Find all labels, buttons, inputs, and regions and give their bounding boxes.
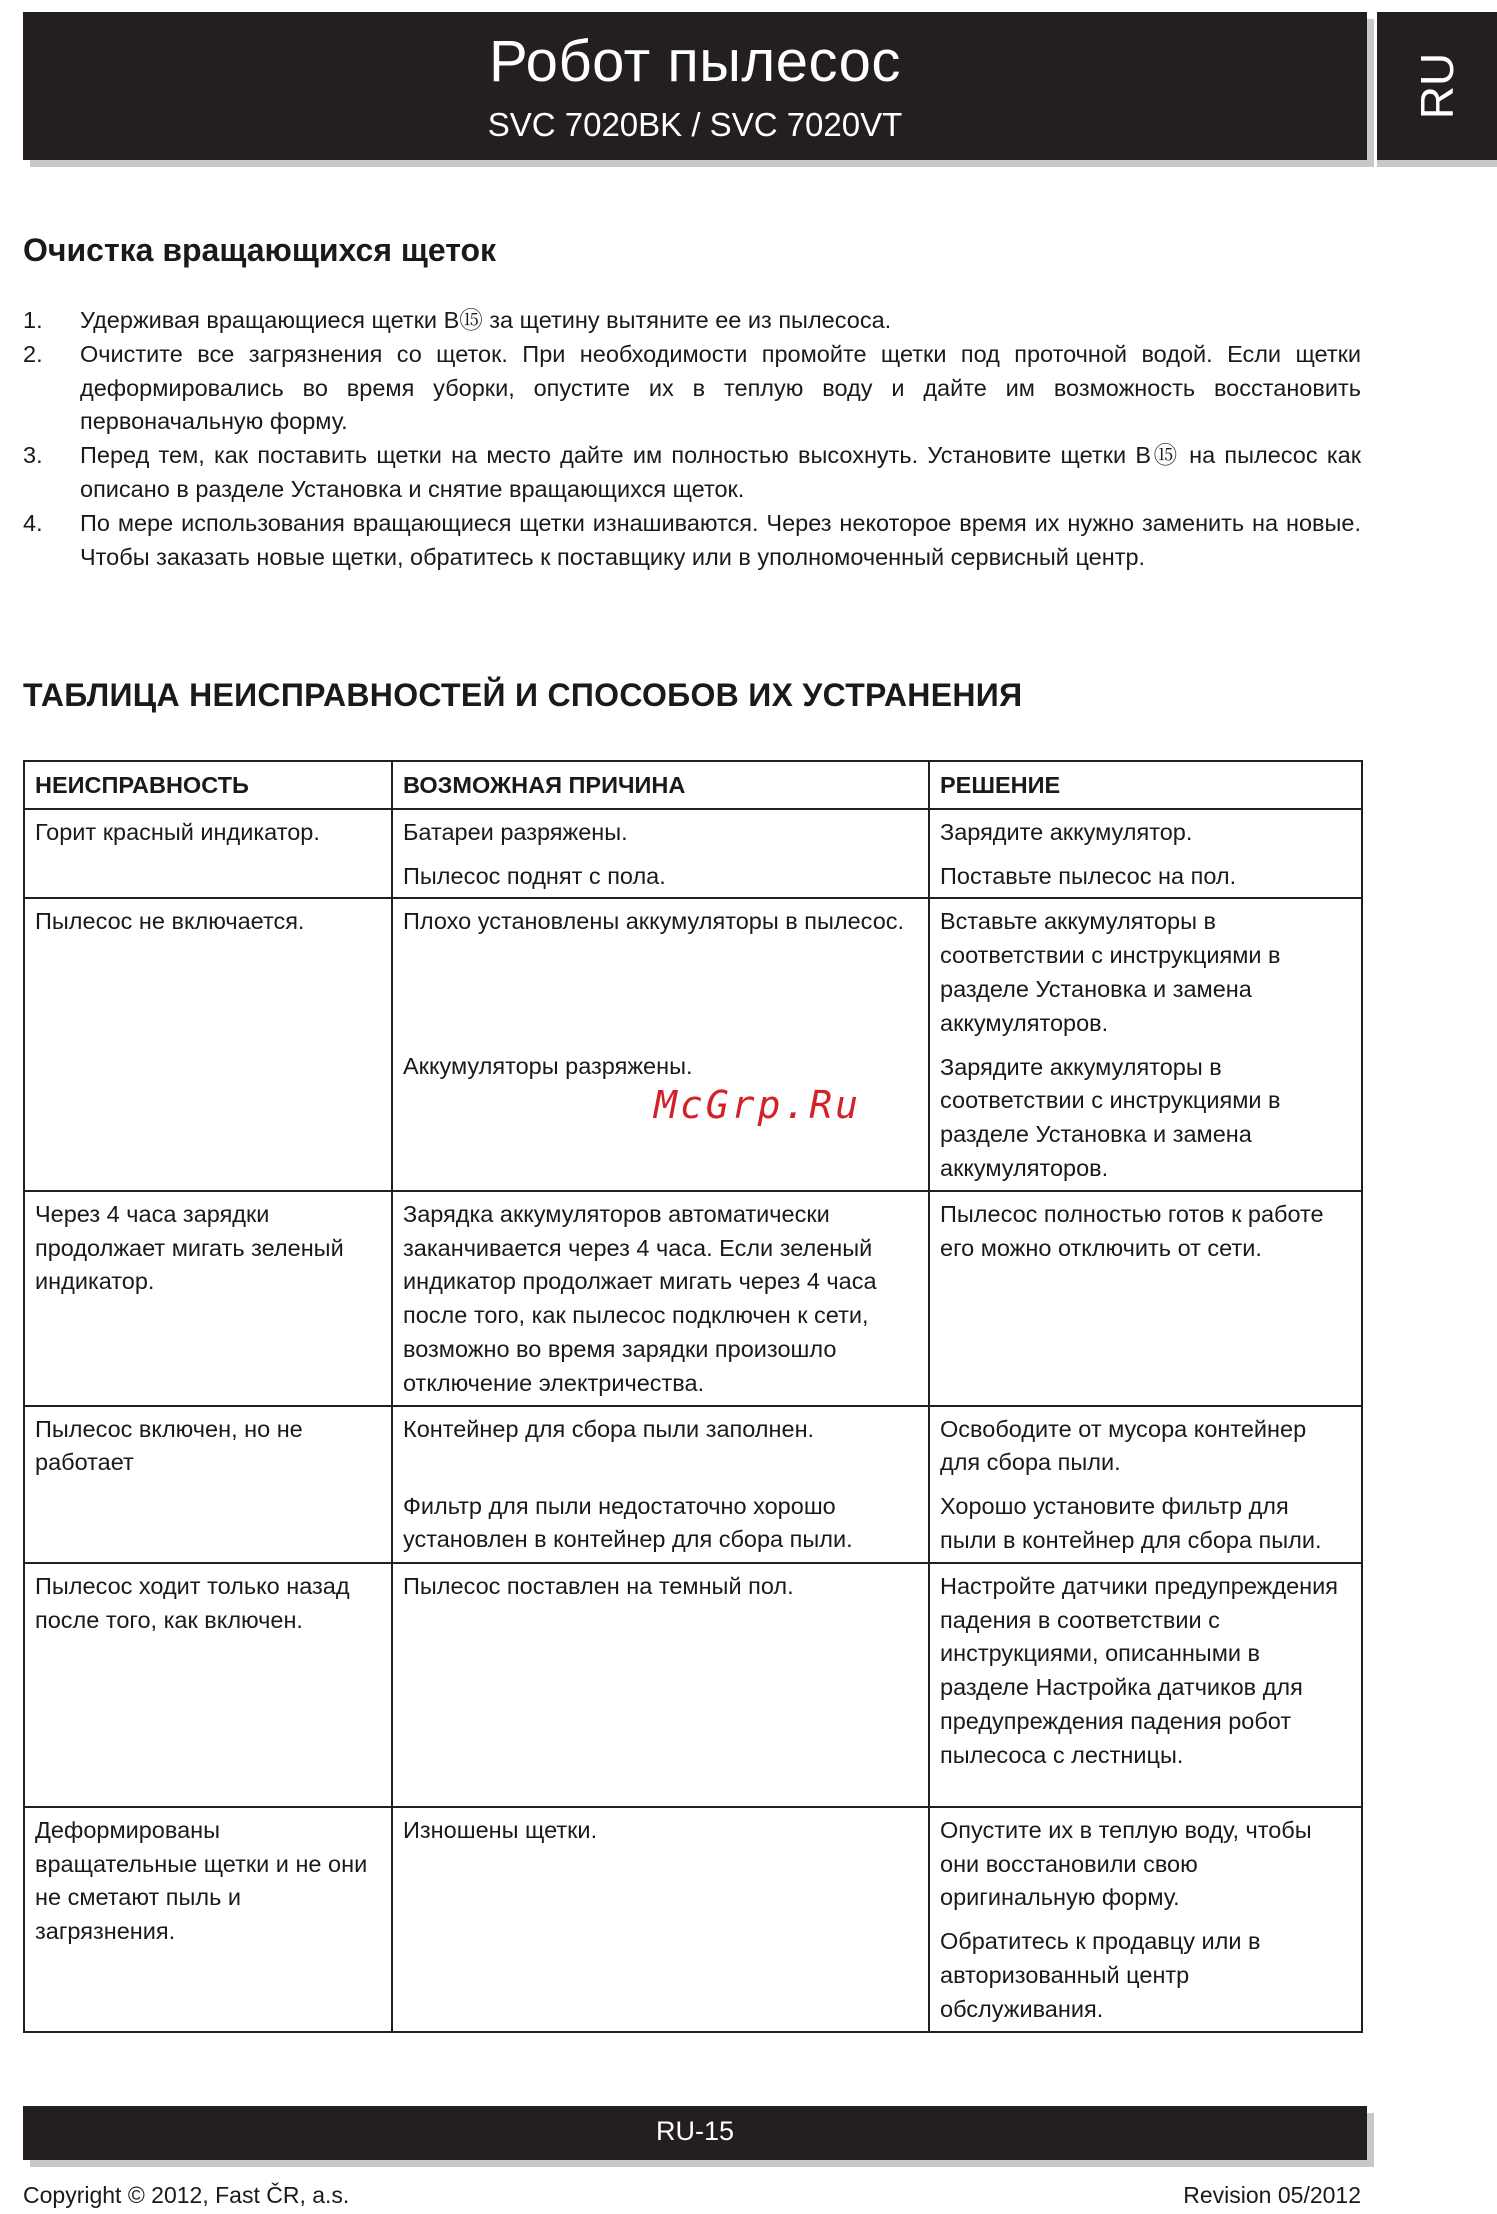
cause-text: Изношены щетки.: [403, 1816, 598, 1843]
cause-text: Плохо установлены аккумуляторы в пылесос.: [403, 908, 905, 935]
language-code: RU: [1411, 52, 1463, 120]
footer-bar: [23, 2106, 1367, 2160]
document-title: Робот пылесос: [489, 29, 901, 94]
table-row: [24, 809, 1362, 899]
solution-text: Пылесос полностью готов к работе его можно отключить от сети.: [940, 1200, 1324, 1261]
cause-text: Аккумуляторы разряжены.: [403, 1053, 693, 1080]
problem-cell: Горит красный индикатор.: [24, 809, 392, 899]
column-header-solution: РЕШЕНИЕ: [929, 761, 1362, 809]
step-text: Перед тем, как поставить щетки на место дайте им полностью высохнуть. Установите щетки B⑮ на пылесос как описано в разделе Установка и снятие вращающихся щеток.: [80, 442, 1361, 502]
solution-cell: [929, 1563, 1362, 1807]
cause-cell: [392, 1563, 929, 1807]
solution-text: Зарядите аккумуляторы в соответствии с инструкциями в разделе Установка и замена аккумуляторов.: [940, 1053, 1281, 1181]
revision-label: Revision 05/2012: [1183, 2182, 1361, 2208]
solution-cell: [929, 1807, 1362, 2032]
cause-cell: [392, 1406, 929, 1563]
cause-text: Контейнер для сбора пыли заполнен.: [403, 1415, 815, 1442]
cause-text: Пылесос поднят с пола.: [403, 862, 666, 889]
header-bar: [23, 12, 1367, 160]
step-text: Удерживая вращающиеся щетки B⑮ за щетину вытяните ее из пылесоса.: [80, 307, 892, 333]
solution-text: Освободите от мусора контейнер для сбора пыли.: [940, 1415, 1307, 1476]
step-text: Очистите все загрязнения со щеток. При необходимости промойте щетки под проточной водой. Если щетки деформировались во время уборки, опустите их в теплую воду и дайте им возможность восстановить первоначальную форму.: [80, 340, 1361, 435]
table-header-row: [24, 761, 1362, 809]
solution-text: Хорошо установите фильтр для пыли в контейнер для сбора пыли.: [940, 1493, 1322, 1553]
problem-cell: Пылесос не включается.: [24, 898, 392, 1190]
solution-text: Обратитесь к продавцу или в авторизованный центр обслуживания.: [940, 1928, 1261, 2022]
problem-cell: Деформированы вращательные щетки и не они не сметают пыль и загрязнения.: [24, 1807, 392, 2032]
cleaning-step: [23, 338, 1361, 439]
table-row: [24, 1563, 1362, 1807]
step-number: 1.: [23, 307, 43, 333]
column-header-problem: НЕИСПРАВНОСТЬ: [24, 761, 392, 809]
solution-text: Зарядите аккумулятор.: [940, 818, 1193, 845]
column-header-cause: ВОЗМОЖНАЯ ПРИЧИНА: [392, 761, 929, 809]
cleaning-steps-list: [23, 304, 1361, 574]
problem-cell: Пылесос ходит только назад после того, как включен.: [24, 1563, 392, 1807]
solution-cell: [929, 898, 1362, 1190]
solution-text: Поставьте пылесос на пол.: [940, 862, 1237, 889]
model-numbers: SVC 7020BK / SVC 7020VT: [487, 106, 903, 143]
table-row: [24, 1807, 1362, 2032]
watermark: McGrp.Ru: [654, 1083, 862, 1127]
language-tab: [1377, 12, 1497, 160]
table-row: [24, 1406, 1362, 1563]
copyright-notice: Copyright © 2012, Fast ČR, a.s.: [23, 2182, 350, 2208]
cause-text: Фильтр для пыли недостаточно хорошо установлен в контейнер для сбора пыли.: [403, 1492, 853, 1553]
problem-cell: Через 4 часа зарядки продолжает мигать зеленый индикатор.: [24, 1191, 392, 1406]
cause-text: Зарядка аккумуляторов автоматически заканчивается через 4 часа. Если зеленый индикатор продолжает мигать через 4 часа после того, как пылесос подключен к сети, возможно во время зарядки произошло отключение электричества.: [403, 1200, 877, 1396]
step-number: 4.: [23, 509, 43, 536]
table-row: [24, 1191, 1362, 1406]
cause-cell: [392, 809, 929, 899]
solution-cell: [929, 1406, 1362, 1563]
cause-cell: [392, 1807, 929, 2032]
troubleshooting-heading: ТАБЛИЦА НЕИСПРАВНОСТЕЙ И СПОСОБОВ ИХ УСТРАНЕНИЯ: [23, 677, 1023, 713]
problem-cell: Пылесос включен, но не работает: [24, 1406, 392, 1563]
table-row: [24, 898, 1362, 1190]
step-number: 3.: [23, 442, 43, 469]
step-number: 2.: [23, 340, 43, 367]
cause-text: Пылесос поставлен на темный пол.: [403, 1572, 794, 1599]
solution-cell: [929, 809, 1362, 899]
page-number: RU-15: [655, 2116, 735, 2146]
solution-cell: [929, 1191, 1362, 1406]
cause-cell: [392, 1191, 929, 1406]
cleaning-step: [23, 507, 1361, 575]
cleaning-step: [23, 304, 1361, 338]
troubleshooting-table: [23, 760, 1363, 2033]
step-text: По мере использования вращающиеся щетки изнашиваются. Через некоторое время их нужно заменить на новые. Чтобы заказать новые щетки, обратитесь к поставщику или в уполномоченный сервисный центр.: [80, 509, 1361, 570]
cleaning-step: [23, 439, 1361, 507]
cleaning-section-heading: Очистка вращающихся щеток: [23, 232, 497, 268]
cause-text: Батареи разряжены.: [403, 818, 628, 845]
solution-text: Вставьте аккумуляторы в соответствии с инструкциями в разделе Установка и замена аккумуляторов.: [940, 908, 1281, 1036]
solution-text: Опустите их в теплую воду, чтобы они восстановили свою оригинальную форму.: [940, 1816, 1312, 1911]
cause-cell: [392, 898, 929, 1190]
solution-text: Настройте датчики предупреждения падения в соответствии с инструкциями, описанными в разделе Настройка датчиков для предупреждения падения робот пылесоса с лестницы.: [940, 1572, 1338, 1768]
